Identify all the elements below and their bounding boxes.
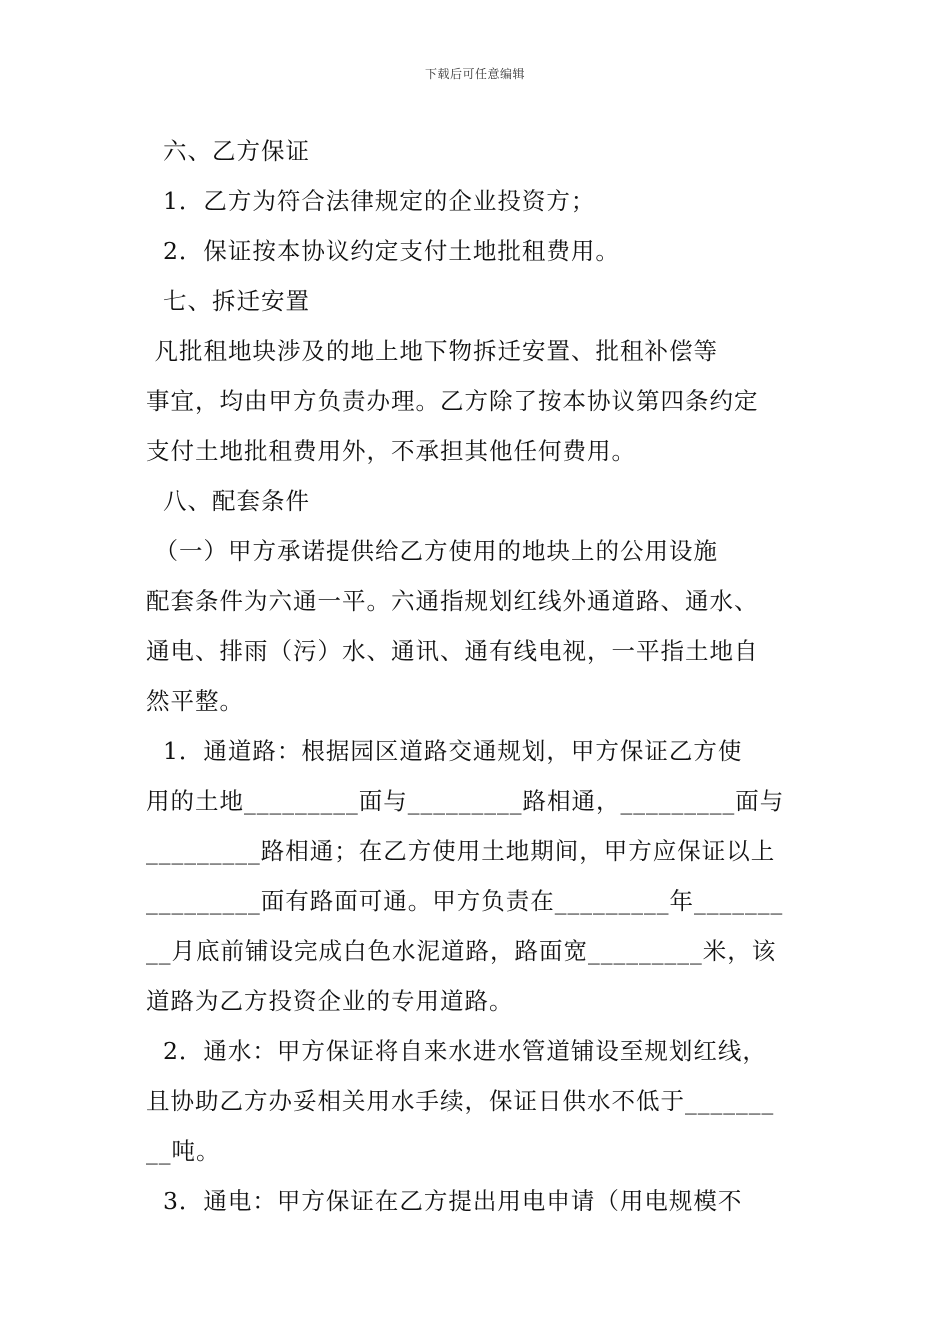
paragraph-line: 然平整。 [146,687,244,715]
paragraph-line: 且协助乙方办妥相关用水手续，保证日供水不低于_______ [146,1087,775,1115]
section-heading-7: 七、拆迁安置 [146,287,310,315]
paragraph-line: __吨。 [146,1137,221,1165]
paragraph-line: 事宜，均由甲方负责办理。乙方除了按本协议第四条约定 [146,387,759,415]
paragraph-line: 通电、排雨（污）水、通讯、通有线电视，一平指土地自 [146,637,759,665]
paragraph-line: 3．通电：甲方保证在乙方提出用电申请（用电规模不 [146,1187,743,1215]
section-heading-8: 八、配套条件 [146,487,310,515]
document-body [146,126,818,1226]
paragraph-line: 支付土地批租费用外，不承担其他任何费用。 [146,437,636,465]
clause-6-1: 1．乙方为符合法律规定的企业投资方； [146,187,596,215]
paragraph-line: _________面有路面可通。甲方负责在_________年_______ [146,887,784,915]
paragraph-line: 凡批租地块涉及的地上地下物拆迁安置、批租补偿等 [146,337,718,365]
section-heading-6: 六、乙方保证 [146,137,310,165]
clause-6-2: 2．保证按本协议约定支付土地批租费用。 [146,237,620,265]
paragraph-line: （一）甲方承诺提供给乙方使用的地块上的公用设施 [146,537,718,565]
paragraph-line: 配套条件为六通一平。六通指规划红线外通道路、通水、 [146,587,759,615]
paragraph-line: 2．通水：甲方保证将自来水进水管道铺设至规划红线， [146,1037,767,1065]
paragraph-line: __月底前铺设完成白色水泥道路，路面宽_________米，该 [146,937,777,965]
paragraph-line: 1．通道路：根据园区道路交通规划，甲方保证乙方使 [146,737,743,765]
page-header: 下载后可任意编辑 [424,67,525,81]
paragraph-line: 用的土地_________面与_________路相通，_________面与 [146,787,785,815]
paragraph-line: _________路相通；在乙方使用土地期间，甲方应保证以上 [146,837,776,865]
paragraph-line: 道路为乙方投资企业的专用道路。 [146,987,514,1015]
